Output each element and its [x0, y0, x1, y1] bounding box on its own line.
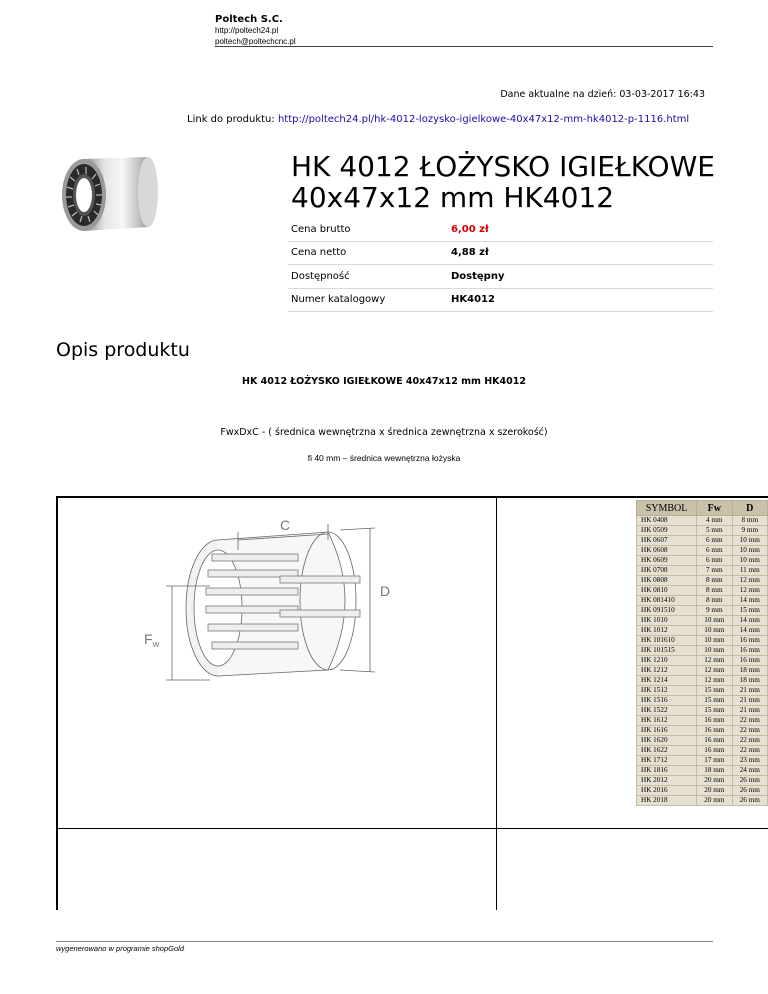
symbol-table-row	[637, 646, 768, 656]
d-header: D	[732, 501, 767, 516]
symbol-table-row	[637, 516, 768, 526]
symbol-cell: HK 1212	[637, 666, 697, 676]
symbol-cell: HK 0708	[637, 566, 697, 576]
d-cell: 26 mm	[732, 776, 767, 786]
spec-label: Numer katalogowy	[288, 288, 448, 312]
dimension-d-label: D	[380, 583, 391, 599]
fw-cell: 8 mm	[697, 596, 732, 606]
spec-label: Cena netto	[288, 241, 448, 265]
fw-cell: 12 mm	[697, 656, 732, 666]
catalog-number-value: HK4012	[448, 288, 713, 312]
fw-cell: 8 mm	[697, 586, 732, 596]
symbol-table-row	[637, 526, 768, 536]
symbol-table-row	[637, 726, 768, 736]
symbol-cell: HK 1012	[637, 626, 697, 636]
symbol-table-row	[637, 776, 768, 786]
grid-top-border	[56, 496, 768, 498]
symbol-cell: HK 1616	[637, 726, 697, 736]
spec-row-availability	[288, 265, 713, 289]
d-cell: 26 mm	[732, 796, 767, 806]
symbol-cell: HK 0607	[637, 536, 697, 546]
d-cell: 14 mm	[732, 626, 767, 636]
product-title-line2: 40x47x12 mm HK4012	[291, 181, 615, 214]
fw-cell: 16 mm	[697, 736, 732, 746]
symbol-cell: HK 0509	[637, 526, 697, 536]
fw-cell: 6 mm	[697, 546, 732, 556]
symbol-cell: HK 1512	[637, 686, 697, 696]
spec-label: Cena brutto	[288, 218, 448, 241]
symbol-cell: HK 1210	[637, 656, 697, 666]
d-cell: 21 mm	[732, 686, 767, 696]
dimension-fw-label	[144, 631, 160, 649]
fw-cell: 4 mm	[697, 516, 732, 526]
grid-left-border	[56, 496, 58, 910]
symbol-cell: HK 1010	[637, 616, 697, 626]
data-date: Dane aktualne na dzień: 03-03-2017 16:43	[500, 89, 705, 100]
symbol-table-row	[637, 626, 768, 636]
fw-cell: 10 mm	[697, 646, 732, 656]
symbol-table-row	[637, 546, 768, 556]
fw-cell: 8 mm	[697, 576, 732, 586]
gross-price-value: 6,00 zł	[448, 218, 713, 241]
symbol-table-row	[637, 536, 768, 546]
d-cell: 16 mm	[732, 646, 767, 656]
symbol-table-row	[637, 616, 768, 626]
fw-header: Fw	[697, 501, 732, 516]
grid-row-divider	[56, 828, 768, 829]
symbol-header: SYMBOL	[637, 501, 697, 516]
spec-row-catalog-number	[288, 288, 713, 312]
bearing-photo	[56, 149, 164, 241]
availability-value: Dostępny	[448, 265, 713, 289]
fw-cell: 18 mm	[697, 766, 732, 776]
bearing-dimension-drawing	[130, 510, 410, 700]
symbol-table-row	[637, 796, 768, 806]
symbol-table-row	[637, 606, 768, 616]
net-price-value: 4,88 zł	[448, 241, 713, 265]
description-section-title: Opis produktu	[56, 339, 190, 361]
fw-cell: 16 mm	[697, 726, 732, 736]
fw-cell: 6 mm	[697, 536, 732, 546]
symbol-table-row	[637, 666, 768, 676]
d-cell: 16 mm	[732, 656, 767, 666]
bearing-symbol-table	[636, 500, 768, 806]
product-specs-table	[288, 218, 713, 312]
symbol-table-row	[637, 556, 768, 566]
fw-cell: 15 mm	[697, 686, 732, 696]
grid-middle-divider	[496, 496, 497, 910]
product-title-line1: HK 4012 ŁOŻYSKO IGIEŁKOWE	[291, 150, 715, 183]
d-cell: 22 mm	[732, 726, 767, 736]
d-cell: 10 mm	[732, 556, 767, 566]
fw-cell: 20 mm	[697, 796, 732, 806]
product-link-label: Link do produktu:	[187, 114, 275, 125]
d-cell: 15 mm	[732, 606, 767, 616]
symbol-cell: HK 0810	[637, 586, 697, 596]
d-cell: 18 mm	[732, 676, 767, 686]
symbol-table-row	[637, 576, 768, 586]
symbol-table-row	[637, 696, 768, 706]
fw-cell: 16 mm	[697, 746, 732, 756]
d-cell: 14 mm	[732, 596, 767, 606]
d-cell: 22 mm	[732, 736, 767, 746]
d-cell: 21 mm	[732, 706, 767, 716]
fw-cell: 16 mm	[697, 716, 732, 726]
symbol-table-row	[637, 706, 768, 716]
dimension-fw-subscript: w	[152, 639, 160, 649]
d-cell: 8 mm	[732, 516, 767, 526]
d-cell: 22 mm	[732, 746, 767, 756]
symbol-cell: HK 1816	[637, 766, 697, 776]
symbol-cell: HK 0609	[637, 556, 697, 566]
fw-cell: 6 mm	[697, 556, 732, 566]
symbol-table-row	[637, 746, 768, 756]
d-cell: 12 mm	[732, 586, 767, 596]
fw-cell: 7 mm	[697, 566, 732, 576]
d-cell: 24 mm	[732, 766, 767, 776]
fw-cell: 10 mm	[697, 616, 732, 626]
fw-cell: 10 mm	[697, 626, 732, 636]
company-email: poltech@poltechcnc.pl	[215, 37, 296, 46]
symbol-table-row	[637, 756, 768, 766]
symbol-cell: HK 1214	[637, 676, 697, 686]
symbol-cell: HK 2018	[637, 796, 697, 806]
fw-cell: 17 mm	[697, 756, 732, 766]
company-header	[215, 14, 713, 47]
header-divider	[215, 46, 713, 47]
symbol-cell: HK 0808	[637, 576, 697, 586]
d-cell: 22 mm	[732, 716, 767, 726]
fw-cell: 12 mm	[697, 666, 732, 676]
d-cell: 10 mm	[732, 536, 767, 546]
symbol-table-header	[637, 501, 768, 516]
fw-cell: 20 mm	[697, 786, 732, 796]
symbol-cell: HK 0408	[637, 516, 697, 526]
symbol-table-row	[637, 586, 768, 596]
fw-cell: 10 mm	[697, 636, 732, 646]
symbol-table-row	[637, 786, 768, 796]
symbol-cell: HK 101515	[637, 646, 697, 656]
product-title	[291, 151, 731, 213]
symbol-cell: HK 0608	[637, 546, 697, 556]
symbol-table-row	[637, 596, 768, 606]
fw-cell: 9 mm	[697, 606, 732, 616]
spec-label: Dostępność	[288, 265, 448, 289]
symbol-table-row	[637, 766, 768, 776]
fw-cell: 20 mm	[697, 776, 732, 786]
d-cell: 18 mm	[732, 666, 767, 676]
d-cell: 14 mm	[732, 616, 767, 626]
company-website: http://poltech24.pl	[215, 26, 279, 35]
symbol-table-row	[637, 566, 768, 576]
symbol-cell: HK 1712	[637, 756, 697, 766]
symbol-table-row	[637, 636, 768, 646]
d-cell: 23 mm	[732, 756, 767, 766]
symbol-cell: HK 091510	[637, 606, 697, 616]
symbol-cell: HK 1522	[637, 706, 697, 716]
product-link-line	[187, 114, 689, 125]
symbol-table-row	[637, 676, 768, 686]
spec-row-net-price	[288, 241, 713, 265]
dimension-fw-letter: F	[144, 631, 153, 647]
symbol-cell: HK 101610	[637, 636, 697, 646]
symbol-table-row	[637, 716, 768, 726]
symbol-cell: HK 081410	[637, 596, 697, 606]
d-cell: 12 mm	[732, 576, 767, 586]
d-cell: 16 mm	[732, 636, 767, 646]
symbol-table-row	[637, 686, 768, 696]
description-inner-diameter: fi 40 mm – średnica wewnętrzna łożyska	[307, 453, 461, 463]
d-cell: 26 mm	[732, 786, 767, 796]
symbol-cell: HK 1516	[637, 696, 697, 706]
symbol-table-row	[637, 656, 768, 666]
dimension-c-label: C	[280, 517, 291, 533]
fw-cell: 5 mm	[697, 526, 732, 536]
symbol-table-row	[637, 736, 768, 746]
description-dimensions-format: FwxDxC - ( średnica wewnętrzna x średnica zewnętrzna x szerokość)	[220, 427, 548, 438]
company-name: Poltech S.C.	[215, 14, 283, 25]
symbol-cell: HK 1612	[637, 716, 697, 726]
d-cell: 11 mm	[732, 566, 767, 576]
symbol-cell: HK 2012	[637, 776, 697, 786]
d-cell: 21 mm	[732, 696, 767, 706]
fw-cell: 12 mm	[697, 676, 732, 686]
fw-cell: 15 mm	[697, 706, 732, 716]
footer-generator-note: wygenerowano w programie shopGold	[56, 944, 184, 953]
d-cell: 10 mm	[732, 546, 767, 556]
symbol-cell: HK 1622	[637, 746, 697, 756]
footer-divider	[56, 941, 713, 942]
description-heading: HK 4012 ŁOŻYSKO IGIEŁKOWE 40x47x12 mm HK4012	[242, 376, 526, 387]
fw-cell: 15 mm	[697, 696, 732, 706]
product-link[interactable]: http://poltech24.pl/hk-4012-lozysko-igielkowe-40x47x12-mm-hk4012-p-1116.html	[277, 114, 690, 125]
spec-row-gross-price	[288, 218, 713, 241]
symbol-cell: HK 1620	[637, 736, 697, 746]
d-cell: 9 mm	[732, 526, 767, 536]
symbol-cell: HK 2016	[637, 786, 697, 796]
